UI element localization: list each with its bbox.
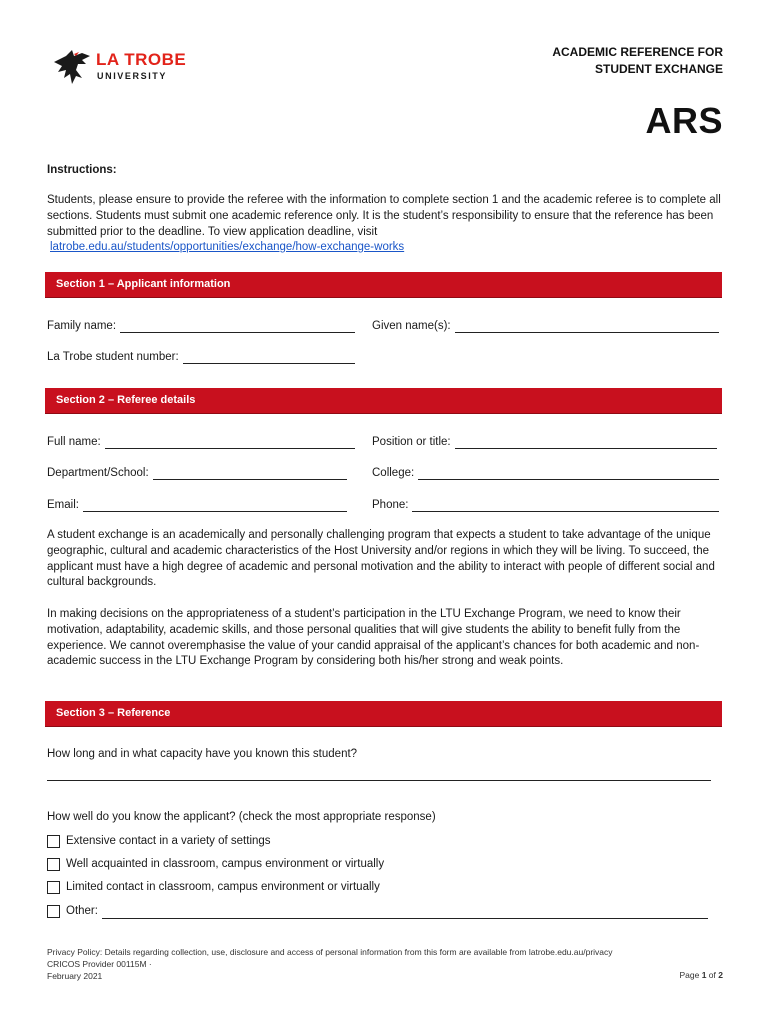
college-field[interactable]: College:	[372, 464, 719, 480]
checkbox[interactable]	[47, 905, 60, 918]
privacy-policy: Privacy Policy: Details regarding collection, use, disclosure and access of personal information from this form are available from latrobe.edu.au/privacy	[47, 947, 613, 957]
logo-wordmark: LA TROBE	[96, 50, 187, 69]
department-field[interactable]: Department/School:	[47, 464, 347, 480]
question-known-duration: How long and in what capacity have you known this student?	[47, 748, 358, 760]
section-2-header: Section 2 – Referee details	[45, 388, 722, 414]
phone-field[interactable]: Phone:	[372, 496, 719, 512]
cricos-provider: CRICOS Provider 00115M ·	[47, 959, 152, 969]
given-names-field[interactable]: Given name(s):	[372, 317, 719, 333]
section-3-header: Section 3 – Reference	[45, 701, 722, 727]
family-name-field[interactable]: Family name:	[47, 317, 355, 333]
option-extensive-contact[interactable]: Extensive contact in a variety of settings	[47, 833, 271, 849]
form-title: ACADEMIC REFERENCE FOR STUDENT EXCHANGE	[552, 45, 723, 76]
footer	[47, 946, 727, 982]
checkbox[interactable]	[47, 858, 60, 871]
exchange-description: A student exchange is an academically and personally challenging program that expects a student to take advantage of the unique geographic, cultural and academic characteristics of the Host University and/or regions in which they will be living. To succeed, the applicant must have a high degree of academic and personal motivation and the ability to interact with people of different social and cultural backgrounds.	[47, 529, 715, 589]
other-answer-line[interactable]	[102, 907, 708, 919]
option-well-acquainted[interactable]: Well acquainted in classroom, campus environment or virtually	[47, 856, 384, 872]
logo-subtitle: UNIVERSITY	[97, 71, 168, 81]
checkbox[interactable]	[47, 881, 60, 894]
answer-line-known-duration[interactable]	[47, 780, 711, 781]
instructions-heading: Instructions:	[47, 164, 117, 176]
full-name-field[interactable]: Full name:	[47, 433, 355, 449]
form-date: February 2021	[47, 971, 103, 981]
page-number: Page 1 of 2	[679, 970, 723, 980]
instructions-text: Students, please ensure to provide the referee with the information to complete section 1 and the academic referee is to complete all sections. Students must submit one academic reference only. It is the student’s responsibility to ensure that the reference has been submitted prior to the deadline. To view application deadline, visit	[47, 194, 721, 238]
la-trobe-logo	[52, 48, 212, 90]
form-code: ARS	[645, 100, 723, 141]
email-field[interactable]: Email:	[47, 496, 347, 512]
question-acquaintance: How well do you know the applicant? (check the most appropriate response)	[47, 811, 436, 823]
option-other[interactable]: Other:	[47, 903, 708, 919]
position-field[interactable]: Position or title:	[372, 433, 717, 449]
section-1-header: Section 1 – Applicant information	[45, 272, 722, 298]
exchange-link[interactable]: latrobe.edu.au/students/opportunities/exchange/how-exchange-works	[50, 241, 405, 253]
eagle-icon	[52, 48, 92, 86]
option-limited-contact[interactable]: Limited contact in classroom, campus environment or virtually	[47, 879, 380, 895]
student-number-field[interactable]: La Trobe student number:	[47, 348, 355, 364]
checkbox[interactable]	[47, 835, 60, 848]
appraisal-description: In making decisions on the appropriateness of a student’s participation in the LTU Exchange Program, we need to know their motivation, adaptability, academic skills, and those personal qualities that will give students the ability to benefit fully from the experience. We cannot overemphasise the value of your candid appraisal of the applicant’s chances for both academic and non-academic success in the LTU Exchange Program by considering both his/her strong and weak points.	[47, 608, 700, 668]
